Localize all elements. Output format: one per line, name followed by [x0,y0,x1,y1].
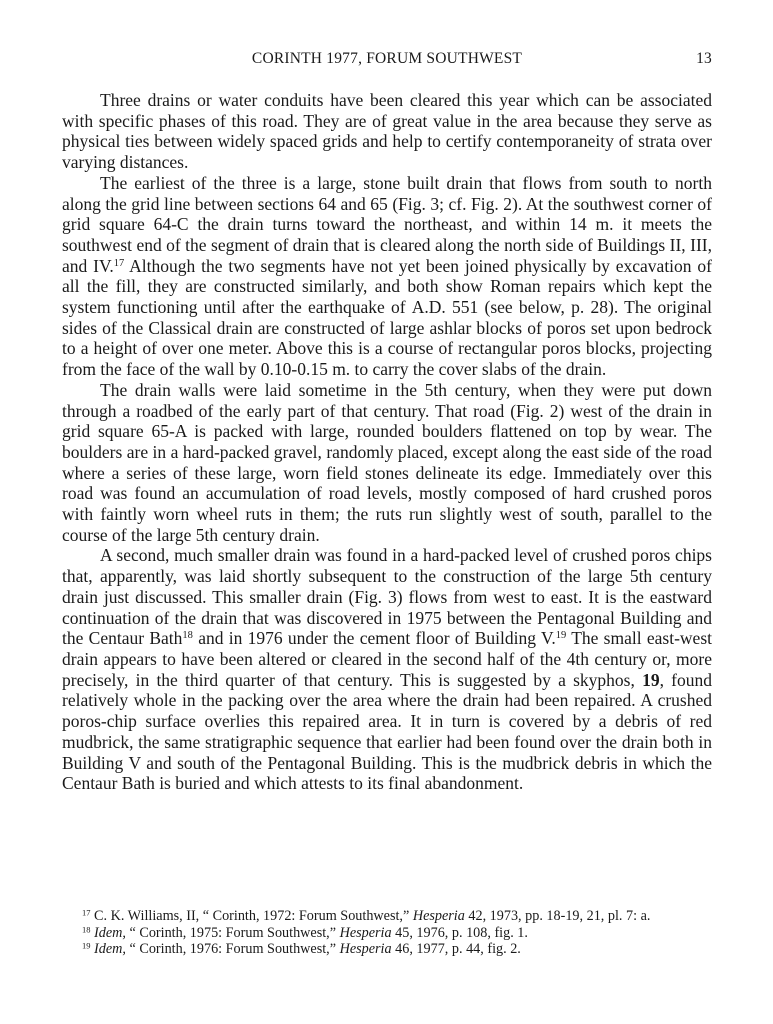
footnote-text: 42, 1973, pp. 18-19, 21, pl. 7: a. [464,908,651,924]
paragraph-3: The drain walls were laid sometime in the 5th century, when they were put down through a roadbed of the early part of that century. That road (Fig. 2) west of the drain in grid square 65-A is packed with large, rounded boulders flattened on top by wear. The boulders are in a hard-packed gravel, randomly placed, except along the east side of the road where a series of these large, worn field stones delineate its edge. Immediately over this road was found an accumulation of road levels, mostly composed of hard crushed poros with faintly worn wheel ruts in them; the ruts run slightly west of south, parallel to the course of the large 5th century drain. [62,379,712,545]
journal-title: Hesperia [339,941,392,957]
paragraph-4-text-b: and in 1976 under the cement floor of Building V. [192,628,556,649]
footnotes [62,908,712,958]
paragraph-2-text-a: The earliest of the three is a large, stone built drain that flows from south to north along the grid line between sections 64 and 65 (Fig. 3; cf. Fig. 2). At the southwest corner of grid square 64-C the drain turns toward the northeast, and within 14 m. it meets the southwest end of the segment of drain that is cleared along the north side of Buildings II, III, and IV. [62,172,712,276]
footnote-19 [62,941,712,958]
footnote-ref-17: 17 [113,257,125,269]
footnote-ref-18: 18 [182,630,193,642]
footnote-number: 19 [82,940,91,951]
paragraph-1: Three drains or water conduits have been cleared this year which can be associated with specific phases of this road. They are of great value in the area because they serve as physical ties between widely spaced grids and help to certify contemporaneity of strata over varying distances. [62,90,712,173]
idem: Idem, [94,941,126,957]
journal-title: Hesperia [339,924,392,941]
era-abbreviation: A.D. [411,297,446,318]
catalogue-number: 19 [642,669,660,690]
paragraph-4-text-d: , found relatively whole in the packing over the area where the drain had been repaired. A crushed poros-chip surface overlies this repaired area. It in turn is covered by a debris of red mudbrick, the same stratigraphic sequence that earlier had been found over the drain both in Building V and south of the Pentagonal Building. This is the mudbrick debris in which the Centaur Bath is buried and which attests to its final abandonment. [62,669,712,794]
footnote-number: 17 [82,907,91,918]
footnote-text: 46, 1977, p. 44, fig. 2. [391,941,521,957]
page-header [62,50,712,74]
paragraph-2-text-b: Although the two segments have not yet been joined physically by excavation of all the fill, they are constructed similarly, and both show Roman repairs which kept the system functioning until after the earthquake of [62,255,713,318]
page-number: 13 [696,50,712,67]
footnote-text: “ Corinth, 1975: Forum Southwest,” [125,924,340,941]
footnote-number: 18 [82,923,91,934]
footnote-text: “ Corinth, 1976: Forum Southwest,” [125,941,340,957]
footnote-text: C. K. Williams, II, “ Corinth, 1972: Forum Southwest,” [90,908,413,924]
paragraph-2 [62,173,712,380]
journal-title: Hesperia [412,908,465,924]
idem: Idem, [94,924,126,941]
footnote-text: 45, 1976, p. 108, fig. 1. [391,924,528,941]
footnote-17 [62,908,712,925]
paragraph-4-text-c: The small east-west drain appears to have been altered or cleared in the second half of the 4th century or, more precisely, in the third quarter of that century. This is suggested by a skyphos, [62,628,712,690]
footnote-18 [62,925,712,942]
paragraph-4-text-a: A second, much smaller drain was found in a hard-packed level of crushed poros chips that, apparently, was laid shortly subsequent to the construction of the large 5th century drain just discussed. This smaller drain (Fig. 3) flows from west to east. It is the eastward continuation of the drain that was discovered in 1975 between the Pentagonal Building and the Centaur Bath [62,545,712,649]
body-text [62,90,712,794]
paragraph-2-text-c: 551 (see below, p. 28). The original sides of the Classical drain are constructed of large ashlar blocks of poros set upon bedrock to a height of over one meter. Above this is a course of rectangular poros blocks, projecting from the face of the wall by 0.10-0.15 m. to carry the cover slabs of the drain. [62,297,712,380]
paragraph-4 [62,545,712,793]
running-title: CORINTH 1977, FORUM SOUTHWEST [251,50,523,67]
footnote-ref-19: 19 [555,630,567,642]
